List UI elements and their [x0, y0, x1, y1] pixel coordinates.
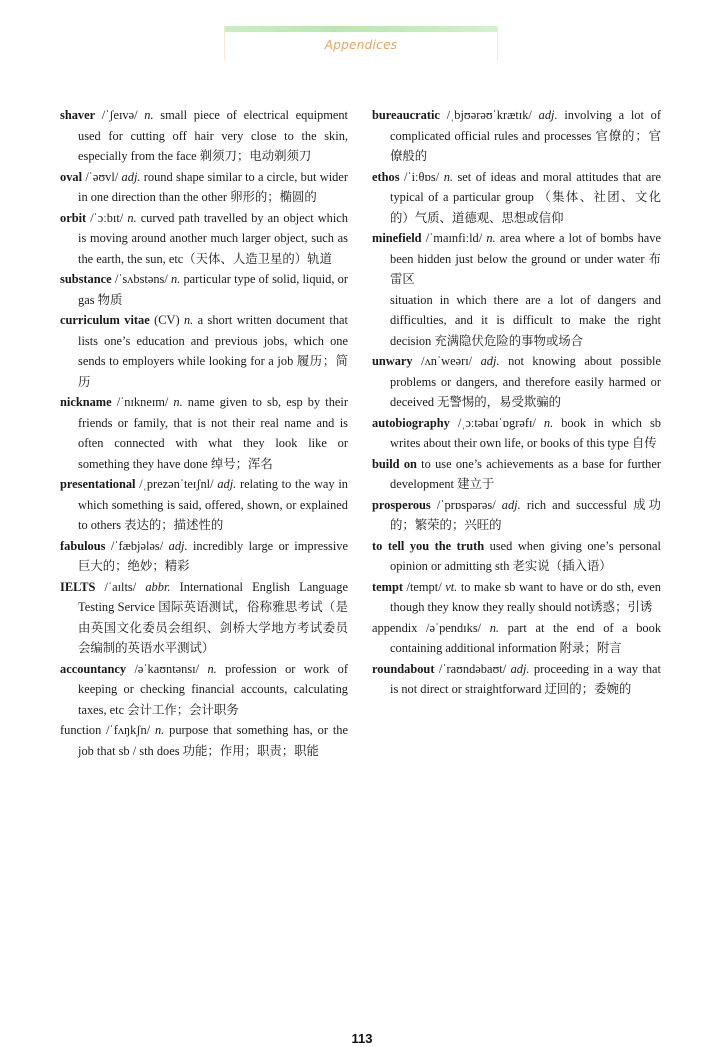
entry-part-of-speech: adj. — [538, 108, 558, 122]
entry-definition: round shape similar to a circle, but wider in one direction than the other 卵形的；椭圆的 — [78, 169, 348, 204]
entry-sub-definition: situation in which there are a lot of dangers and difficulties, and it is difficult to make the right decision 充满隐伏危险的事物或场合 — [390, 292, 661, 348]
entry-pronunciation: /ˈsʌbstəns/ — [114, 272, 168, 286]
entry-part-of-speech: adj. — [121, 169, 141, 184]
entry-definition: small piece of electrical equipment used for cutting off hair very close to the skin, especially from the face 剃须刀；电动剃须刀 — [78, 108, 348, 163]
glossary-entry — [60, 659, 348, 721]
glossary-entry — [372, 495, 661, 536]
entry-part-of-speech: n. — [543, 415, 554, 430]
glossary-entry — [372, 536, 661, 577]
entry-part-of-speech: n. — [173, 395, 183, 409]
entry-definition: a short written document that lists one’s education and previous jobs, which one sends to employers while looking for a job 履历；简历 — [78, 313, 348, 389]
entry-definition: rich and successful 成功的；繁荣的；兴旺的 — [390, 497, 661, 532]
entry-headword: unwary — [372, 354, 413, 368]
page-number: 113 — [351, 1031, 373, 1046]
entry-definition: proceeding in a way that is not direct or straightforward 迂回的；委婉的 — [390, 661, 661, 696]
entry-definition: profession or work of keeping or checking financial accounts, calculating taxes, etc 会计工作；会计职务 — [78, 661, 348, 717]
header-accent-strip — [225, 26, 497, 32]
entry-part-of-speech: adj. — [168, 538, 188, 553]
entry-pronunciation: /ˈfæbjələs/ — [110, 538, 164, 553]
entry-definition: to make sb want to have or do sth, even though they know they really should not诱惑；引诱 — [390, 579, 662, 614]
entry-pronunciation: /ˈiːθɒs/ — [404, 169, 440, 184]
glossary-entry — [60, 392, 348, 474]
glossary-entry — [60, 310, 348, 392]
entry-headword: autobiography — [372, 415, 450, 430]
entry-part-of-speech: n. — [486, 231, 496, 245]
entry-definition: used when giving one’s personal opinion or admitting sth 老实说（插入语） — [390, 538, 661, 573]
entry-pronunciation: /ˈnɪkneɪm/ — [116, 395, 169, 409]
entry-part-of-speech: adj. — [217, 477, 237, 491]
entry-pronunciation: /ˈprɒspərəs/ — [436, 497, 496, 512]
glossary-entry — [372, 167, 661, 229]
entry-headword: roundabout — [372, 661, 435, 676]
entry-headword: prosperous — [372, 497, 431, 512]
entry-definition: to use one’s achievements as a base for further development 建立于 — [390, 456, 661, 491]
entry-pronunciation: /ˌprezənˈteɪʃnl/ — [139, 477, 214, 491]
entry-pronunciation: /ˌbjʊərəʊˈkrætɪk/ — [446, 108, 532, 122]
glossary-entry — [60, 269, 348, 310]
entry-part-of-speech: n. — [489, 620, 499, 635]
entry-headword: tempt — [372, 579, 403, 594]
glossary-entry — [372, 618, 661, 659]
glossary-entry — [60, 720, 348, 761]
entry-pronunciation: /ˈʃeɪvə/ — [101, 108, 138, 122]
entry-headword: presentational — [60, 477, 136, 491]
entry-definition: International English Language Testing Service 国际英语测试，俗称雅思考试（是由英国文化委员会组织、剑桥大学地方考试委员会编制的英语水平测试） — [78, 579, 348, 655]
entry-part-of-speech: n. — [183, 313, 194, 327]
entry-pronunciation: /əˈpendɪks/ — [426, 620, 482, 635]
entry-pronunciation: /ˈmaɪnfiːld/ — [425, 231, 483, 245]
entry-definition: book in which sb writes about their own life, or books of this type 自传 — [390, 415, 662, 450]
glossary-entry — [372, 454, 661, 495]
entry-headword: to tell you the truth — [372, 538, 485, 553]
glossary-entry — [60, 208, 348, 270]
entry-headword: bureaucratic — [372, 108, 440, 122]
entry-pronunciation: /ʌnˈweərɪ/ — [421, 354, 473, 368]
entry-definition: purpose that something has, or the job that sb / sth does 功能；作用；职责；职能 — [78, 723, 348, 758]
entry-definition: area where a lot of bombs have been hidden just below the ground or under water 布雷区 — [390, 231, 661, 286]
glossary-entry — [372, 228, 661, 351]
entry-headword: function — [60, 723, 102, 737]
entry-headword: shaver — [60, 108, 96, 122]
entry-pronunciation: /ˌɔːtəbaɪˈɒgrəfɪ/ — [457, 415, 536, 430]
glossary-entry — [60, 474, 348, 536]
entry-part-of-speech: adj. — [501, 497, 521, 512]
entry-definition: incredibly large or impressive 巨大的；绝妙；精彩 — [78, 538, 348, 573]
glossary-column-left — [60, 105, 348, 761]
entry-part-of-speech: adj. — [510, 661, 530, 676]
entry-definition: involving a lot of complicated official rules and processes 官僚的；官僚般的 — [390, 108, 661, 163]
entry-part-of-speech: vt. — [445, 579, 458, 594]
entry-part-of-speech: n. — [171, 272, 181, 286]
entry-definition: curved path travelled by an object which is moving around another much larger object, such as the earth, the sun, etc（天体、人造卫星的）轨道 — [78, 210, 348, 266]
entry-definition: not knowing about possible problems or dangers, and therefore easily harmed or deceived 无警惕的，易受欺骗的 — [390, 354, 661, 409]
glossary-entry — [372, 659, 661, 700]
entry-headword: IELTS — [60, 579, 96, 594]
glossary-entry — [372, 577, 661, 618]
entry-headword: substance — [60, 272, 112, 286]
entry-headword: curriculum vitae — [60, 313, 150, 327]
glossary-entry — [60, 167, 348, 208]
page-header — [224, 26, 498, 60]
entry-headword: orbit — [60, 210, 87, 225]
glossary-entry — [372, 105, 661, 167]
entry-definition: particular type of solid, liquid, or gas 物质 — [78, 272, 348, 307]
glossary-entry — [372, 413, 661, 454]
glossary-entry — [60, 105, 348, 167]
entry-headword: minefield — [372, 231, 422, 245]
entry-definition: name given to sb, esp by their friends or family, that is not their real name and is often connected with what they look like or something they have done 绰号；浑名 — [78, 395, 348, 471]
entry-definition: set of ideas and moral attitudes that are typical of a particular group （集体、社团、文化的）气质、道德观、思想或信仰 — [390, 169, 661, 225]
entry-pronunciation: /ˈɔːbɪt/ — [90, 210, 124, 225]
glossary-entry — [372, 351, 661, 413]
entry-pronunciation: (CV) — [154, 313, 180, 327]
entry-headword: nickname — [60, 395, 112, 409]
section-title: Appendices — [324, 38, 398, 52]
entry-headword: build on — [372, 456, 417, 471]
glossary-entry — [60, 536, 348, 577]
entry-part-of-speech: abbr. — [145, 579, 171, 594]
entry-pronunciation: /əˈkaʊntənsɪ/ — [134, 661, 200, 676]
entry-pronunciation: /ˈəʊvl/ — [85, 169, 119, 184]
entry-part-of-speech: n. — [155, 723, 165, 737]
entry-headword: fabulous — [60, 538, 106, 553]
entry-pronunciation: /ˈfʌŋkʃn/ — [106, 723, 151, 737]
entry-pronunciation: /ˈraʊndəbaʊt/ — [438, 661, 507, 676]
glossary-entry — [60, 577, 348, 659]
entry-headword: ethos — [372, 169, 400, 184]
entry-definition: relating to the way in which something is said, offered, shown, or explained to others 表达的；描述性的 — [78, 477, 348, 532]
entry-part-of-speech: adj. — [480, 354, 500, 368]
entry-part-of-speech: n. — [127, 210, 137, 225]
glossary-column-right — [372, 105, 661, 700]
entry-part-of-speech: n. — [443, 169, 453, 184]
entry-pronunciation: /tempt/ — [406, 579, 442, 594]
entry-definition: part at the end of a book containing additional information 附录；附言 — [390, 620, 662, 655]
entry-headword: accountancy — [60, 661, 127, 676]
entry-headword: appendix — [372, 620, 418, 635]
entry-part-of-speech: n. — [207, 661, 217, 676]
entry-headword: oval — [60, 169, 83, 184]
entry-pronunciation: /ˈaɪlts/ — [104, 579, 137, 594]
entry-part-of-speech: n. — [144, 108, 154, 122]
